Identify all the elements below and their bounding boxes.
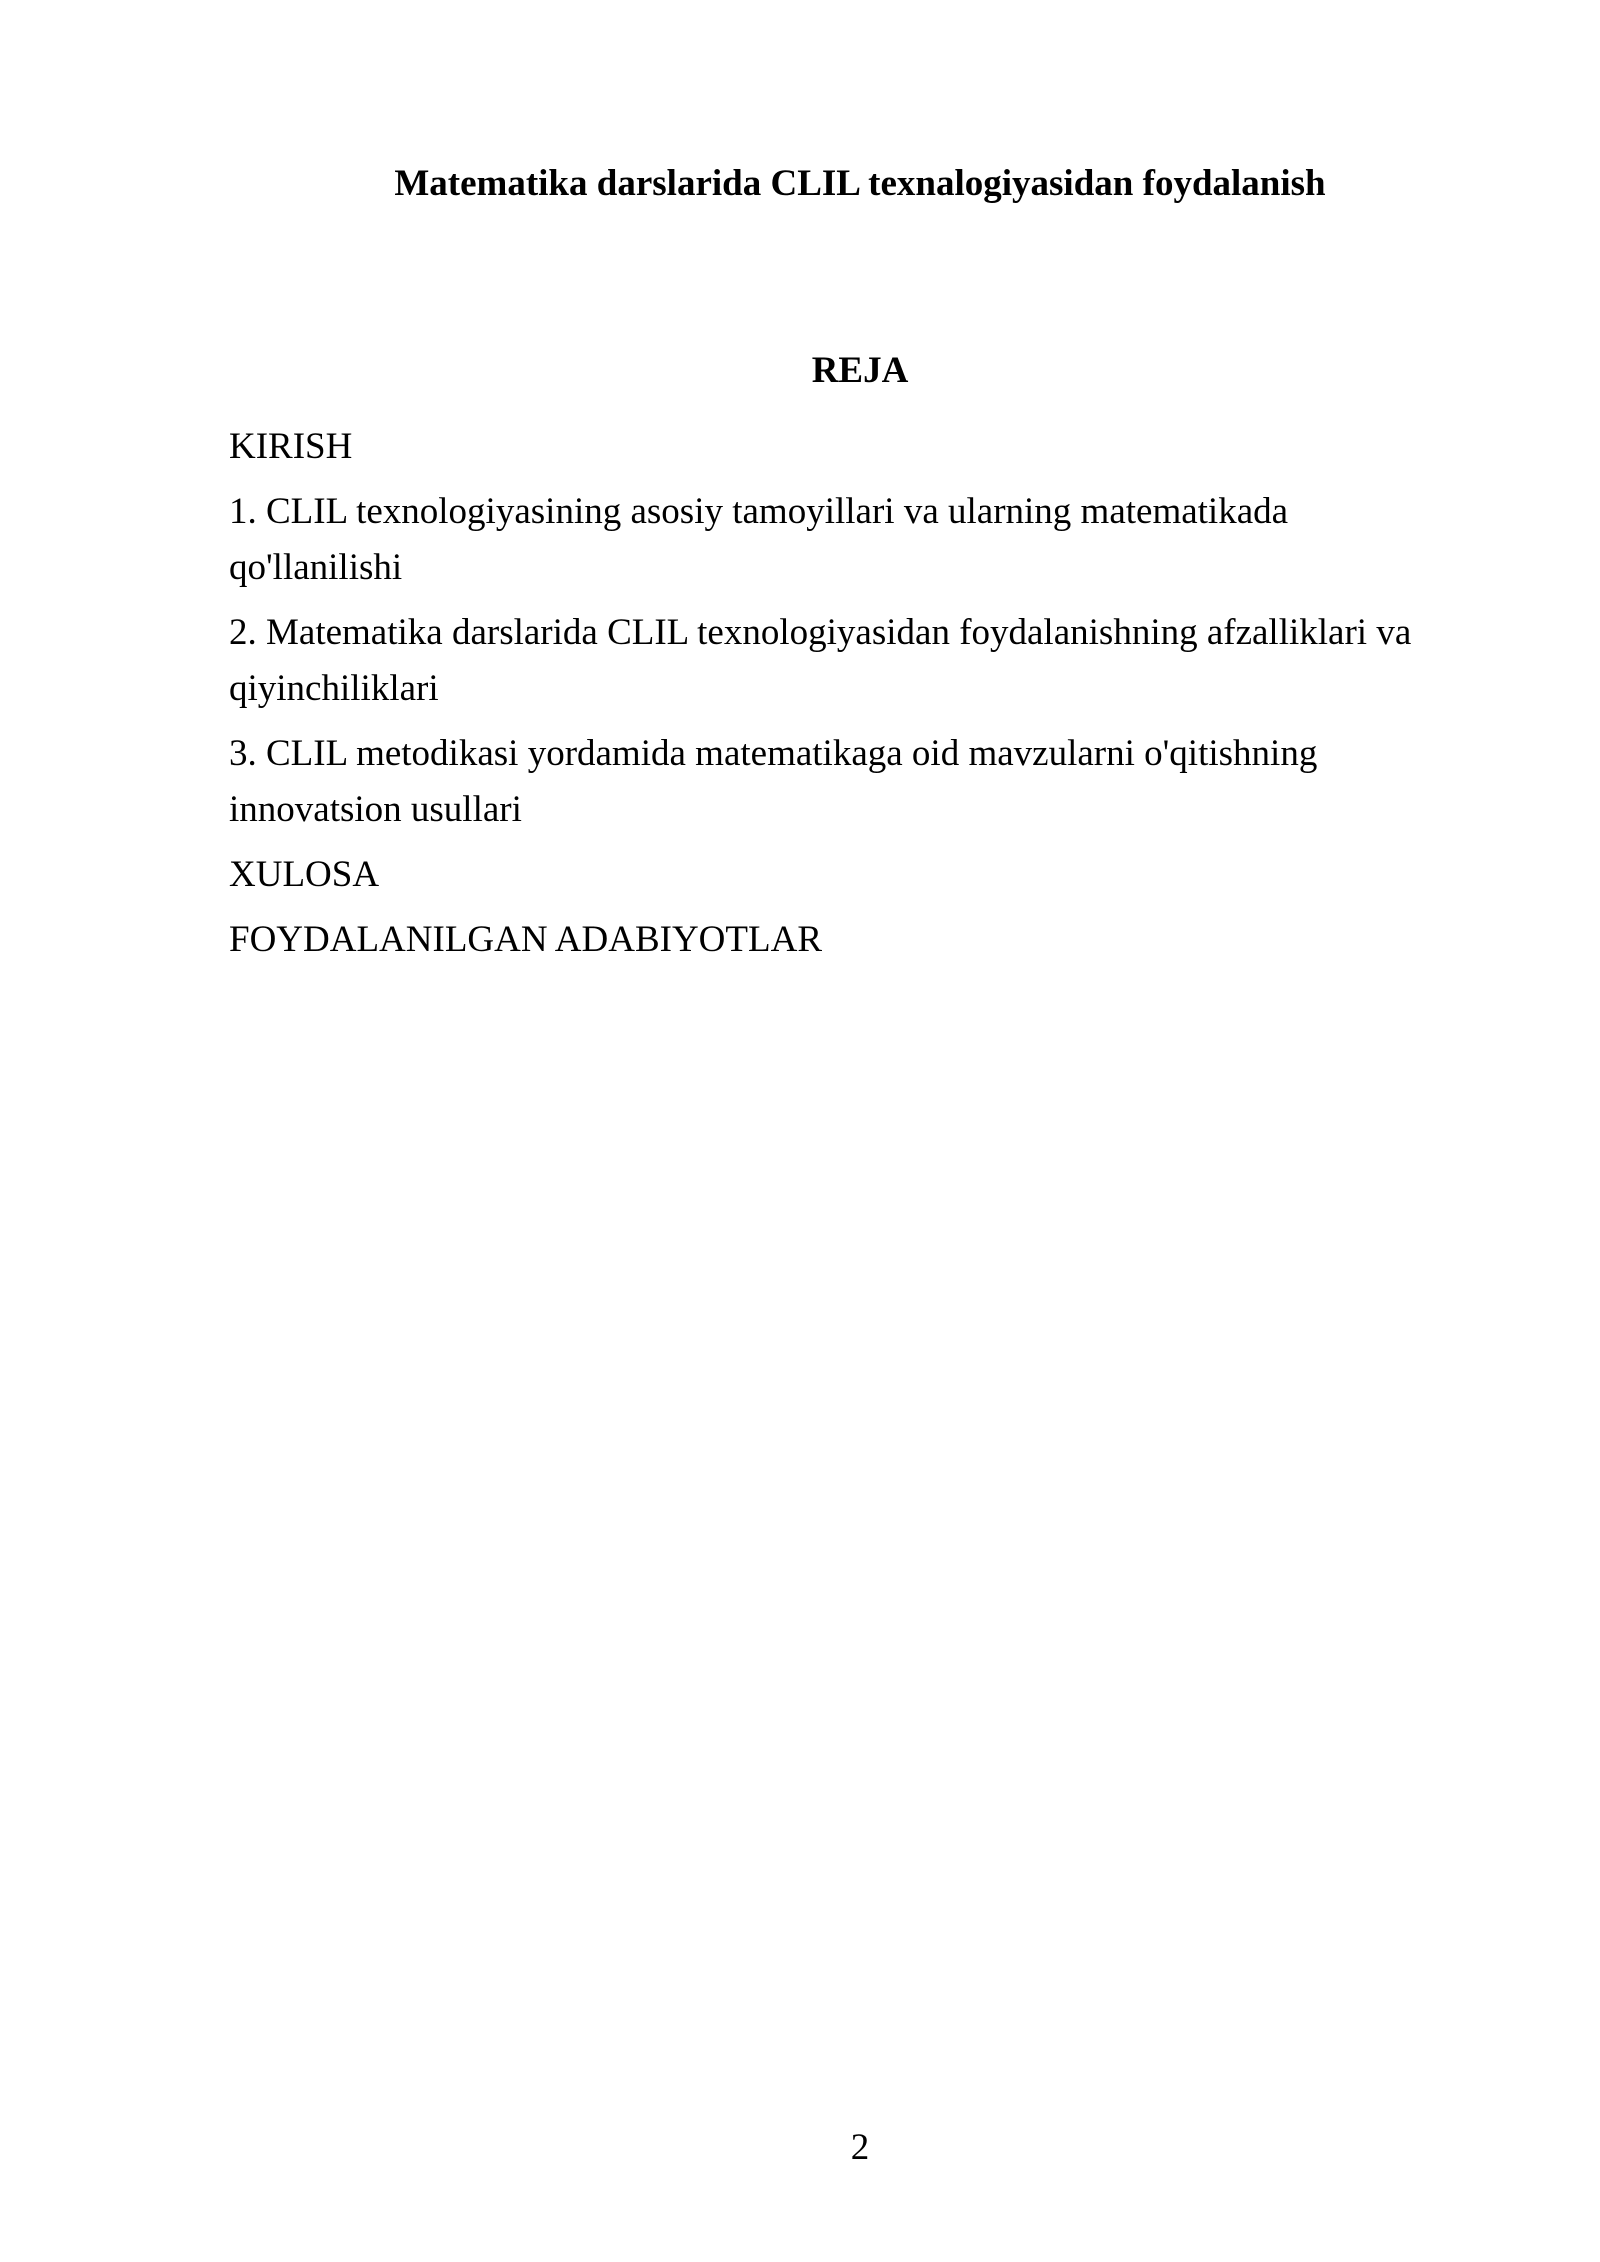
plan-heading: REJA [811, 350, 909, 391]
plan-list [229, 419, 1469, 977]
plan-item-conclusion: XULOSA [229, 854, 380, 895]
document-title: Matematika darslarida CLIL texnalogiyasidan foydalanish [394, 163, 1326, 204]
plan-item-introduction: KIRISH [229, 426, 353, 467]
plan-item-references: FOYDALANILGAN ADABIYOTLAR [229, 919, 822, 960]
page-number: 2 [850, 2127, 870, 2168]
plan-item-3: 3. CLIL metodikasi yordamida matematikaga oid mavzularni o'qitishning innovatsion usullari [229, 733, 1318, 830]
plan-item-2: 2. Matematika darslarida CLIL texnologiyasidan foydalanishning afzalliklari va qiyinchiliklari [229, 612, 1412, 709]
plan-item-1: 1. CLIL texnologiyasining asosiy tamoyillari va ularning matematikada qo'llanilishi [229, 491, 1289, 588]
